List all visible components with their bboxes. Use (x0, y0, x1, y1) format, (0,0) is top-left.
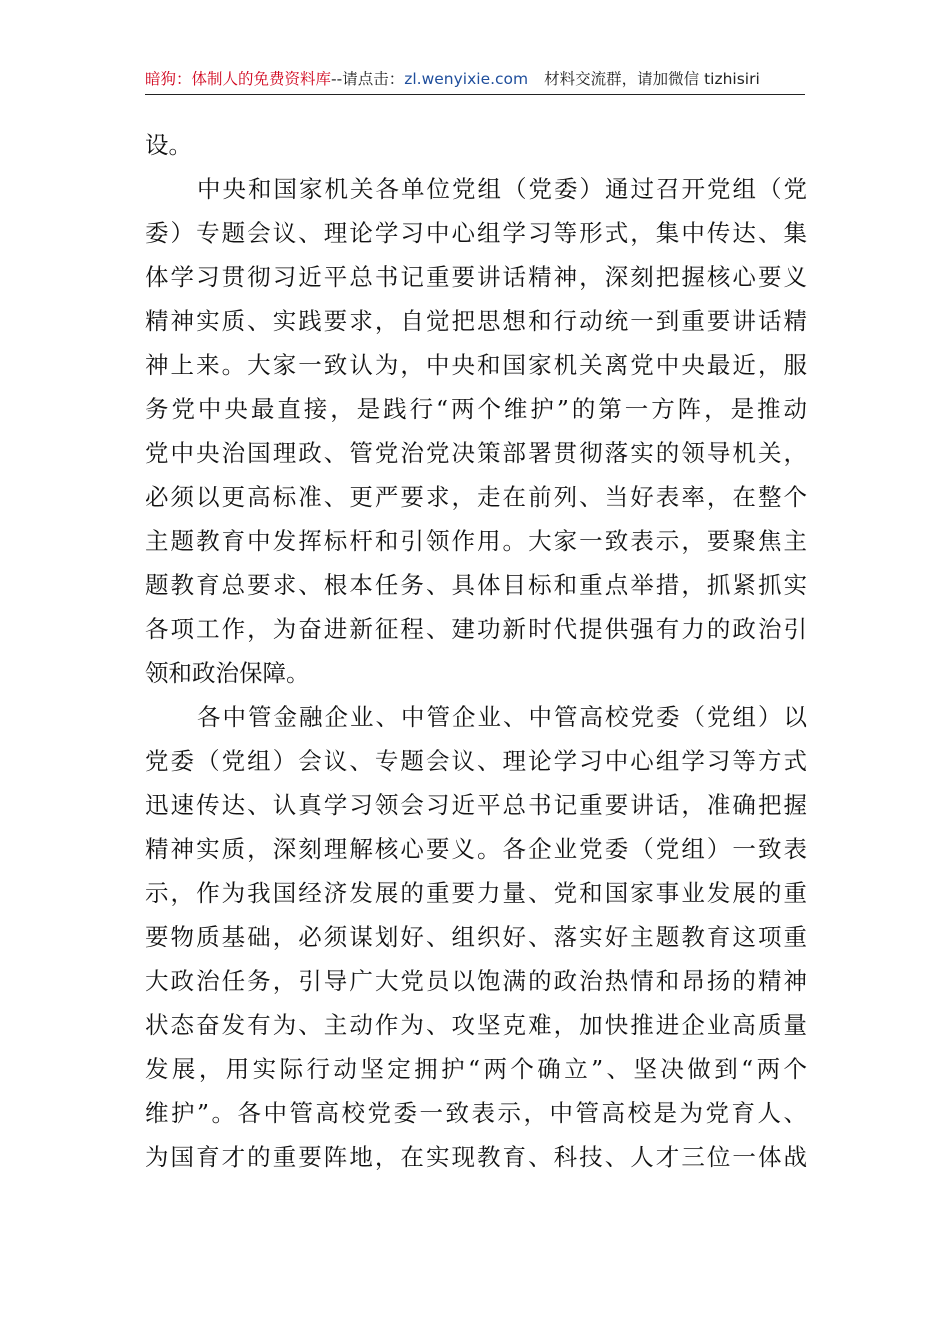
text-line: 神上来。大家一致认为，中央和国家机关离党中央最近，服 (145, 351, 807, 379)
text-line: 大政治任务，引导广大党员以饱满的政治热情和昂扬的精神 (145, 967, 807, 995)
text-line: 维护”。各中管高校党委一致表示，中管高校是为党育人、 (145, 1099, 807, 1127)
header-brand: 暗狗：体制人的免费资料库 (145, 70, 332, 88)
text-line: 示，作为我国经济发展的重要力量、党和国家事业发展的重 (145, 879, 807, 907)
text-line: 体学习贯彻习近平总书记重要讲话精神，深刻把握核心要义 (145, 263, 807, 291)
document-body (145, 123, 807, 1179)
text-line: 务党中央最直接，是践行“两个维护”的第一方阵，是推动 (145, 395, 807, 423)
text-line: 题教育总要求、根本任务、具体目标和重点举措，抓紧抓实 (145, 571, 807, 599)
text-line: 党中央治国理政、管党治党决策部署贯彻落实的领导机关， (145, 439, 807, 467)
text-line: 状态奋发有为、主动作为、攻坚克难，加快推进企业高质量 (145, 1011, 807, 1039)
text-line: 为国育才的重要阵地，在实现教育、科技、人才三位一体战 (145, 1143, 807, 1171)
header-prompt: --请点击： (331, 70, 405, 88)
text-line: 各中管金融企业、中管企业、中管高校党委（党组）以 (197, 703, 807, 731)
text-line: 主题教育中发挥标杆和引领作用。大家一致表示，要聚焦主 (145, 527, 807, 555)
text-line: 发展，用实际行动坚定拥护“两个确立”、坚决做到“两个 (145, 1055, 807, 1083)
text-line: 必须以更高标准、更严要求，走在前列、当好表率，在整个 (145, 483, 807, 511)
text-line: 领和政治保障。 (145, 659, 310, 687)
text-line: 党委（党组）会议、专题会议、理论学习中心组学习等方式 (145, 747, 807, 775)
text-line: 精神实质，深刻理解核心要义。各企业党委（党组）一致表 (145, 835, 807, 863)
page-header (145, 66, 805, 95)
text-line: 迅速传达、认真学习领会习近平总书记重要讲话，准确把握 (145, 791, 807, 819)
header-contact: 材料交流群，请加微信 tizhisiri (544, 70, 760, 88)
text-line: 委）专题会议、理论学习中心组学习等形式，集中传达、集 (145, 219, 807, 247)
text-line: 设。 (145, 131, 192, 159)
text-line: 要物质基础，必须谋划好、组织好、落实好主题教育这项重 (145, 923, 807, 951)
text-line: 中央和国家机关各单位党组（党委）通过召开党组（党 (197, 175, 807, 203)
header-url-link[interactable]: zl.wenyixie.com (404, 70, 529, 88)
text-line: 精神实质、实践要求，自觉把思想和行动统一到重要讲话精 (145, 307, 807, 335)
text-line: 各项工作，为奋进新征程、建功新时代提供强有力的政治引 (145, 615, 807, 643)
